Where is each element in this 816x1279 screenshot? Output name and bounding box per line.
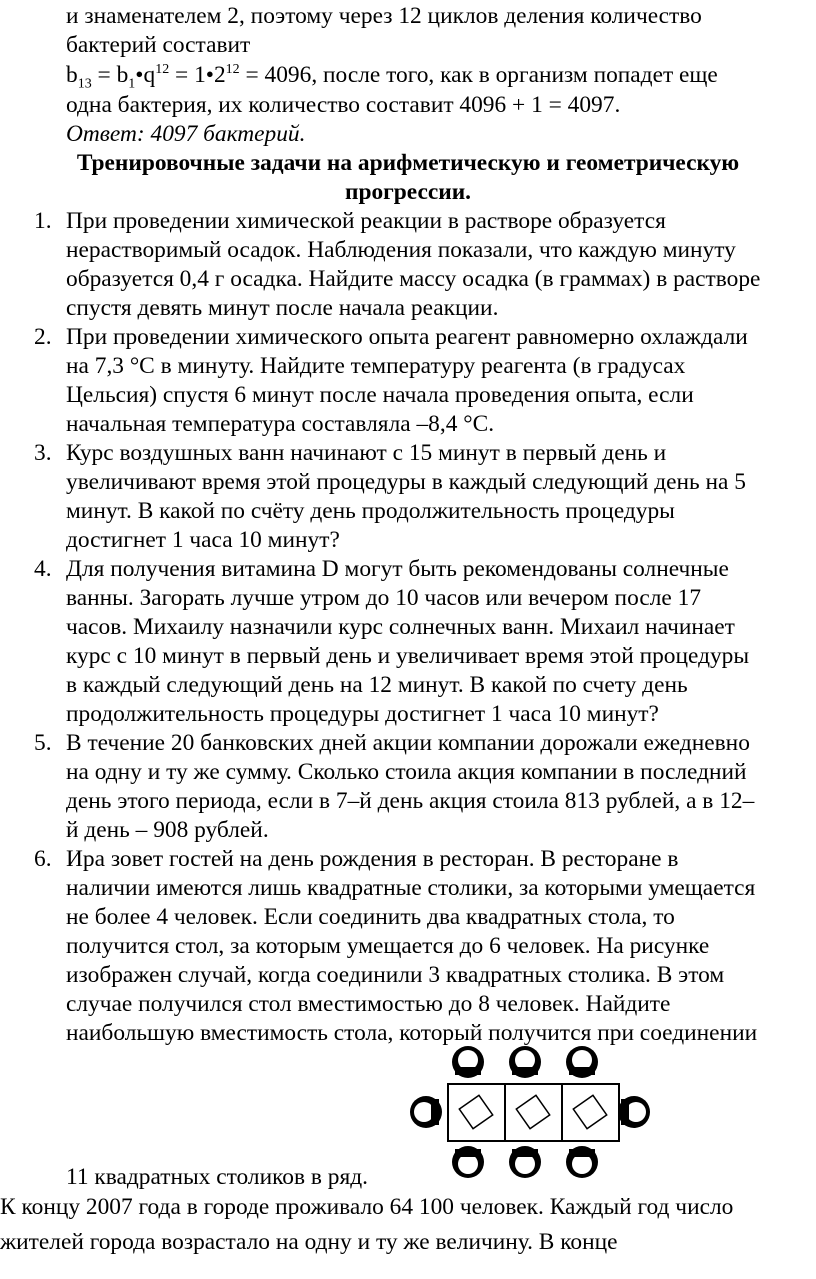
tables-figure [408, 1044, 658, 1180]
chair-icon [509, 1146, 541, 1178]
problem-line: достигнет 1 часа 10 минут? [66, 527, 340, 553]
footer-line-1: К концу 2007 года в городе проживало 64 100 человек. Каждый год число [0, 1194, 734, 1220]
problem-number: 3. [34, 440, 52, 466]
footer-line-2: жителей города возрастало на одну и ту же величину. В конце [0, 1229, 618, 1255]
problem-line: начальная температура составляла –8,4 °C. [66, 411, 495, 437]
problem-line: наличии имеются лишь квадратные столики, за которыми умещается [66, 875, 756, 901]
intro-line-4: одна бактерия, их количество составит 4096 + 1 = 4097. [66, 92, 621, 118]
problem-line: минут. В какой по счёту день продолжительность процедуры [66, 498, 675, 524]
problem-line: Для получения витамина D могут быть рекомендованы солнечные [66, 556, 729, 582]
chair-icon [566, 1046, 598, 1078]
problem-number: 5. [34, 730, 52, 756]
problem-number: 4. [34, 556, 52, 582]
intro-line-2: бактерий составит [66, 32, 251, 58]
chair-icon [509, 1046, 541, 1078]
chair-icon [618, 1096, 650, 1128]
problem-line: нерастворимый осадок. Наблюдения показали, что каждую минуту [66, 237, 736, 263]
problem-line: курс с 10 минут в первый день и увеличивает время этой процедуры [66, 643, 750, 669]
problem-line: изображен случай, когда соединили 3 квадратных столика. В этом [66, 962, 725, 988]
problem-line: день этого периода, если в 7–й день акция стоила 813 рублей, а в 12– [66, 788, 755, 814]
table-icon [448, 1084, 505, 1141]
problem-line: не более 4 человек. Если соединить два квадратных стола, то [66, 904, 675, 930]
problem-line: Курс воздушных ванн начинают с 15 минут в первый день и [66, 440, 667, 466]
problem-line: получится стол, за которым умещается до 6 человек. На рисунке [66, 933, 710, 959]
answer-text: Ответ: 4097 бактерий. [66, 121, 306, 147]
problem-line: образуется 0,4 г осадка. Найдите массу осадка (в граммах) в растворе [66, 266, 761, 292]
problem-line: ванны. Загорать лучше утром до 10 часов или вечером после 17 [66, 585, 702, 611]
problem-number: 2. [34, 324, 52, 350]
problem-line: продолжительность процедуры достигнет 1 часа 10 минут? [66, 701, 659, 727]
problem-line: на 7,3 °C в минуту. Найдите температуру реагента (в градусах [66, 353, 686, 379]
chair-icon [566, 1146, 598, 1178]
problem-line: Ира зовет гостей на день рождения в ресторан. В ресторане в [66, 846, 679, 872]
section-heading-line-1: Тренировочные задачи на арифметическую и геометрическую [76, 150, 740, 176]
intro-formula: $b_{13}$ = $b_1•q^{12}$ = $1•2^{12} = 4096$, после того, как в организм попадет еще [66, 62, 718, 92]
problem-line: случае получился стол вместимостью до 8 человек. Найдите [66, 991, 671, 1017]
section-heading-line-2: прогрессии. [344, 179, 472, 205]
problem-line: 11 квадратных столиков в ряд. [66, 1164, 368, 1190]
chair-icon [452, 1046, 484, 1078]
problem-line: увеличивают время этой процедуры в каждый следующий день на 5 [66, 469, 746, 495]
problem-line: спустя девять минут после начала реакции. [66, 295, 499, 321]
problem-line: В течение 20 банковских дней акции компании дорожали ежедневно [66, 730, 750, 756]
problem-line: в каждый следующий день на 12 минут. В какой по счету день [66, 672, 688, 698]
table-icon [505, 1084, 562, 1141]
problem-line: на одну и ту же сумму. Сколько стоила акция компании в последний [66, 759, 747, 785]
table-icon [562, 1084, 619, 1141]
chair-icon [410, 1096, 442, 1128]
problem-line: Цельсия) спустя 6 минут после начала проведения опыта, если [66, 382, 694, 408]
problem-number: 6. [34, 846, 52, 872]
problem-line: наибольшую вместимость стола, который получится при соединении [66, 1020, 758, 1046]
problem-line: й день – 908 рублей. [66, 817, 269, 843]
problem-number: 1. [34, 208, 52, 234]
problem-line: При проведении химического опыта реагент равномерно охлаждали [66, 324, 748, 350]
intro-line-1: и знаменателем 2, поэтому через 12 циклов деления количество [66, 3, 702, 29]
problem-line: часов. Михаилу назначили курс солнечных ванн. Михаил начинает [66, 614, 735, 640]
chair-icon [452, 1146, 484, 1178]
problem-line: При проведении химической реакции в растворе образуется [66, 208, 666, 234]
